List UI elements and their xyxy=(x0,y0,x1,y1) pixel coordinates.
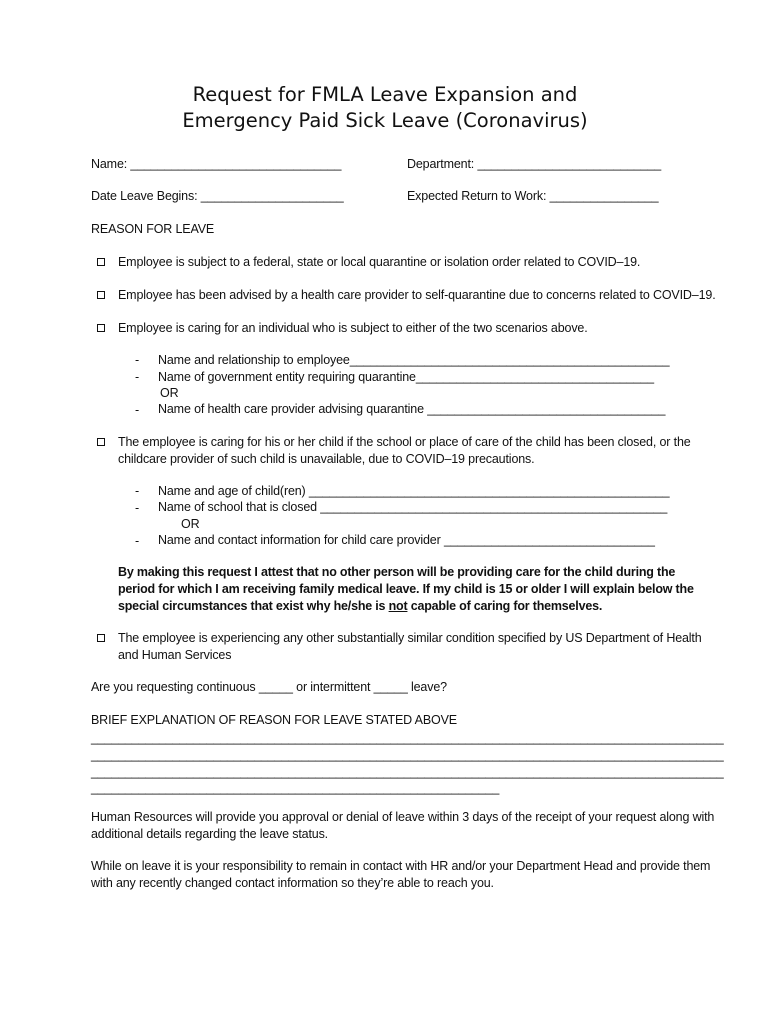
attestation-line-2: period for which I am receiving family medical leave. If my child is 15 or older I will explain below the xyxy=(118,582,694,596)
attestation-line-1: By making this request I attest that no other person will be providing care for the child during the xyxy=(118,565,676,579)
form-title-line-1: Request for FMLA Leave Expansion and xyxy=(192,83,578,106)
school-closed-field[interactable]: Name of school that is closed ___________________________________________________ xyxy=(158,500,668,514)
dash-marker: - xyxy=(135,534,140,548)
dash-marker: - xyxy=(135,484,140,498)
child-name-age-field[interactable]: Name and age of child(ren) _____________________________________________________ xyxy=(158,484,670,498)
checkbox-caring-child[interactable] xyxy=(97,438,105,446)
option-self-quarantine: Employee has been advised by a health care provider to self-quarantine due to concerns related to COVID–19. xyxy=(118,288,716,302)
dash-marker: - xyxy=(135,403,140,417)
name-field[interactable]: Name: _______________________________ xyxy=(91,157,342,171)
option-caring-individual: Employee is caring for an individual who is subject to either of the two scenarios above. xyxy=(118,321,588,335)
or-label: OR xyxy=(160,386,179,400)
checkbox-similar-condition[interactable] xyxy=(97,634,105,642)
reason-heading: REASON FOR LEAVE xyxy=(91,222,215,236)
explanation-line[interactable]: _____________________________________________________________________________________________ xyxy=(91,731,724,745)
option-caring-child-line-1: The employee is caring for his or her child if the school or place of care of the child has been closed, or the xyxy=(118,435,691,449)
contact-responsibility-line-1: While on leave it is your responsibility to remain in contact with HR and/or your Department Head and provide them xyxy=(91,859,711,873)
checkbox-self-quarantine[interactable] xyxy=(97,291,105,299)
explanation-line[interactable]: ____________________________________________________________ xyxy=(91,781,500,795)
attestation-text-a: special circumstances that exist why he/she is xyxy=(118,599,389,613)
dash-marker: - xyxy=(135,353,140,367)
form-title-line-2: Emergency Paid Sick Leave (Coronavirus) xyxy=(182,109,588,132)
option-caring-child-line-2: childcare provider of such child is unavailable, due to COVID–19 precautions. xyxy=(118,452,535,466)
or-label: OR xyxy=(181,517,200,531)
attestation-line-3 xyxy=(118,598,602,615)
date-leave-begins-field[interactable]: Date Leave Begins: _____________________ xyxy=(91,189,344,203)
hr-approval-note-line-2: additional details regarding the leave status. xyxy=(91,827,329,841)
government-entity-field[interactable]: Name of government entity requiring quarantine___________________________________ xyxy=(158,370,654,384)
health-care-provider-field[interactable]: Name of health care provider advising quarantine ___________________________________ xyxy=(158,402,666,416)
child-care-provider-field[interactable]: Name and contact information for child care provider _______________________________ xyxy=(158,533,655,547)
dash-marker: - xyxy=(135,370,140,384)
attestation-not-emphasis: not xyxy=(388,599,408,613)
name-relationship-field[interactable]: Name and relationship to employee_______________________________________________ xyxy=(158,353,670,367)
department-field[interactable]: Department: ___________________________ xyxy=(407,157,662,171)
explanation-line[interactable]: _____________________________________________________________________________________________ xyxy=(91,748,724,762)
expected-return-field[interactable]: Expected Return to Work: ________________ xyxy=(407,189,659,203)
checkbox-caring-individual[interactable] xyxy=(97,324,105,332)
explanation-line[interactable]: _____________________________________________________________________________________________ xyxy=(91,765,724,779)
dash-marker: - xyxy=(135,501,140,515)
option-similar-condition-line-2: and Human Services xyxy=(118,648,232,662)
contact-responsibility-line-2: with any recently changed contact information so they’re able to reach you. xyxy=(91,876,494,890)
attestation-text-c: capable of caring for themselves. xyxy=(407,599,603,613)
brief-explanation-heading: BRIEF EXPLANATION OF REASON FOR LEAVE STATED ABOVE xyxy=(91,713,457,727)
option-similar-condition-line-1: The employee is experiencing any other substantially similar condition specified by US Department of Health xyxy=(118,631,702,645)
option-quarantine-order: Employee is subject to a federal, state or local quarantine or isolation order related to COVID–19. xyxy=(118,255,641,269)
checkbox-quarantine-order[interactable] xyxy=(97,258,105,266)
hr-approval-note-line-1: Human Resources will provide you approval or denial of leave within 3 days of the receipt of your request along with xyxy=(91,810,715,824)
continuous-intermittent-question[interactable]: Are you requesting continuous _____ or intermittent _____ leave? xyxy=(91,680,447,694)
